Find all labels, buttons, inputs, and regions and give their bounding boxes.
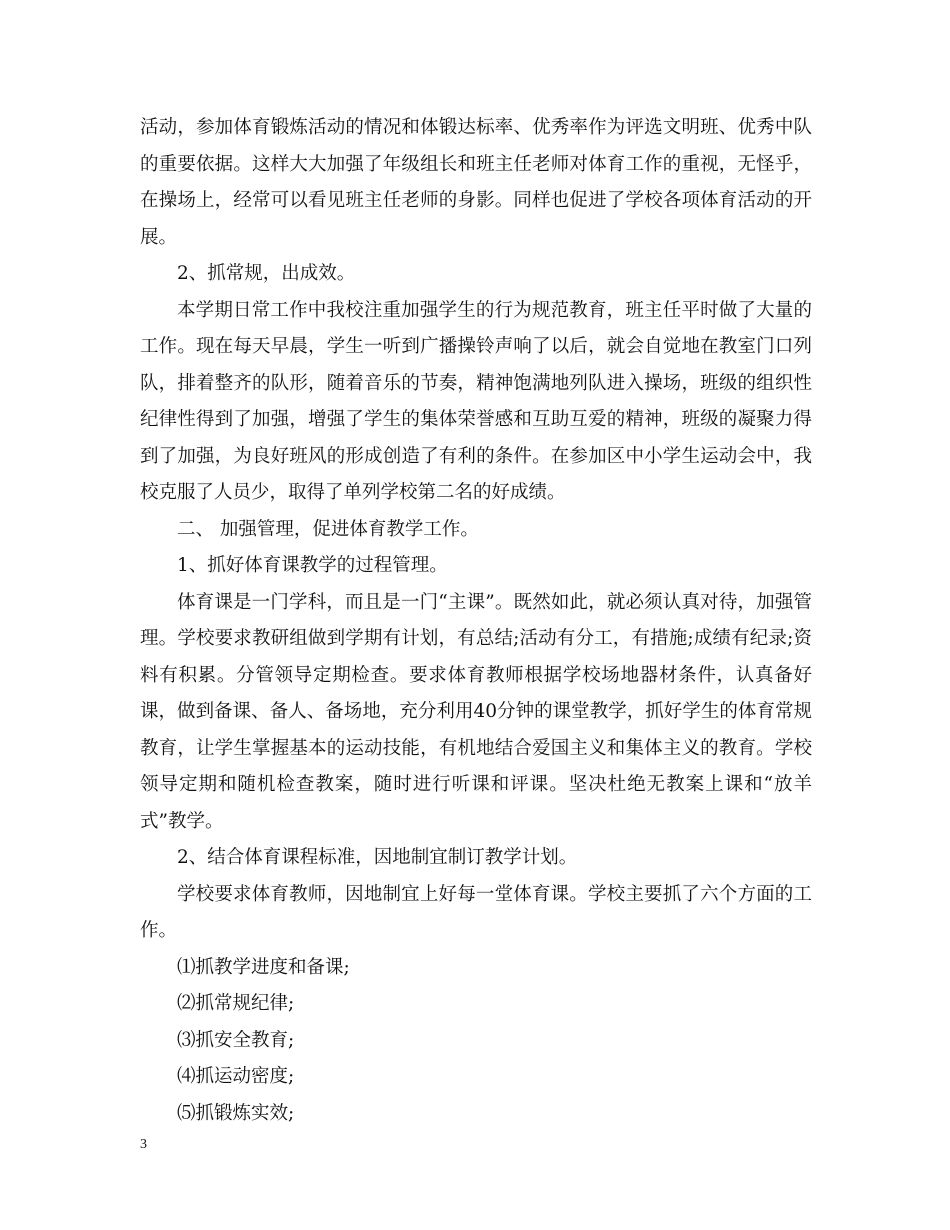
paragraph: 本学期日常工作中我校注重加强学生的行为规范教育，班主任平时做了大量的工作。现在每天早晨，学生一听到广播操铃声响了以后，就会自觉地在教室门口列队，排着整齐的队形，随着音乐的节奏，精神饱满地列队进入操场，班级的组织性纪律性得到了加强，增强了学生的集体荣誉感和互助互爱的精神，班级的凝聚力得到了加强，为良好班风的形成创造了有利的条件。在参加区中小学生运动会中，我校克服了人员少，取得了单列学校第二名的好成绩。 [140, 299, 812, 503]
list-item: ⑷抓运动密度; [177, 1066, 295, 1087]
paragraph: 体育课是一门学科，而且是一门“主课”。既然如此，就必须认真对待，加强管理。学校要求教研组做到学期有计划，有总结;活动有分工，有措施;成绩有纪录;资料有积累。分管领导定期检查。要求体育教师根据学校场地器材条件，认真备好课，做到备课、备人、备场地，充分利用40分钟的课堂教学，抓好学生的体育常规教育，让学生掌握基本的运动技能，有机地结合爱国主义和集体主义的教育。学校领导定期和随机检查教案，随时进行听课和评课。坚决杜绝无教案上课和“放羊式”教学。 [140, 591, 812, 832]
section-heading: 2、结合体育课程标准，因地制宜制订教学计划。 [177, 847, 578, 868]
page-number: 3 [140, 1137, 147, 1152]
list-item: ⑵抓常规纪律; [177, 993, 295, 1014]
section-heading: 二、 加强管理，促进体育教学工作。 [177, 518, 479, 540]
section-heading: 1、抓好体育课教学的过程管理。 [177, 555, 448, 576]
list-item: ⑶抓安全教育; [177, 1029, 295, 1051]
list-item: ⑴抓教学进度和备课; [177, 956, 350, 978]
section-heading: 2、抓常规，出成效。 [177, 263, 356, 284]
paragraph: 学校要求体育教师，因地制宜上好每一堂体育课。学校主要抓了六个方面的工作。 [140, 883, 812, 941]
paragraph: 活动，参加体育锻炼活动的情况和体锻达标率、优秀率作为评选文明班、优秀中队的重要依据。这样大大加强了年级组长和班主任老师对体育工作的重视，无怪乎，在操场上，经常可以看见班主任老师的身影。同样也促进了学校各项体育活动的开展。 [140, 117, 812, 248]
list-item: ⑸抓锻炼实效; [177, 1102, 295, 1124]
document-body [140, 110, 812, 1132]
